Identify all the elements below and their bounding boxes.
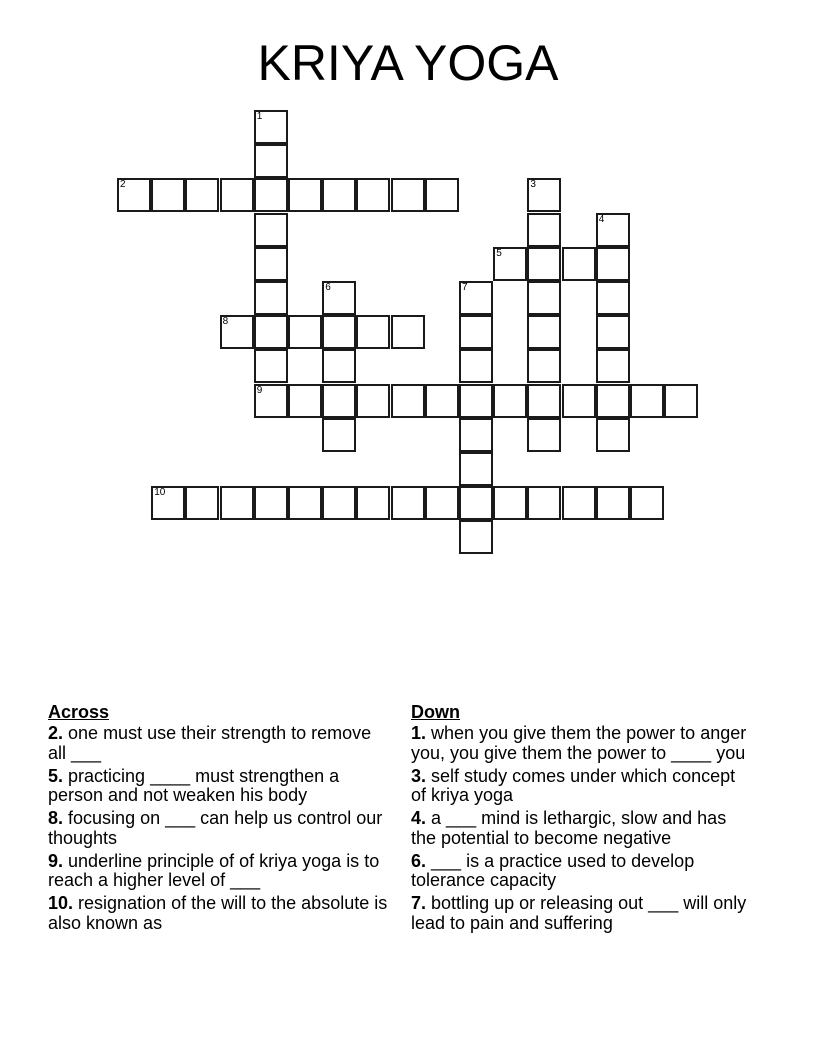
grid-cell[interactable] (391, 178, 425, 212)
grid-cell[interactable] (391, 486, 425, 520)
grid-cell[interactable] (288, 486, 322, 520)
down-clue (411, 809, 751, 848)
grid-cell[interactable] (596, 418, 630, 452)
across-clue (48, 894, 388, 933)
clue-number: 4. (411, 808, 427, 828)
grid-cell[interactable] (596, 486, 630, 520)
grid-cell[interactable] (117, 178, 151, 212)
cell-number: 7 (462, 282, 468, 293)
grid-cell[interactable] (322, 178, 356, 212)
grid-cell[interactable] (254, 178, 288, 212)
grid-cell[interactable] (254, 144, 288, 178)
grid-cell[interactable] (151, 178, 185, 212)
grid-cell[interactable] (527, 486, 561, 520)
cell-number: 3 (530, 179, 536, 191)
clue-number: 1. (411, 723, 427, 743)
grid-cell[interactable] (630, 384, 664, 418)
cell-number: 10 (154, 487, 166, 499)
grid-cell[interactable] (391, 315, 425, 349)
clue-text: practicing ____ must strengthen a person and not weaken his body (48, 765, 340, 805)
grid-cell[interactable] (459, 452, 493, 486)
grid-cell[interactable] (562, 486, 596, 520)
grid-cell[interactable] (185, 178, 219, 212)
grid-cell[interactable] (356, 384, 390, 418)
cell-number: 8 (222, 316, 229, 328)
cell-number: 9 (256, 384, 263, 396)
grid-cell[interactable] (322, 418, 356, 452)
clue-number: 8. (48, 808, 64, 828)
across-clue (48, 767, 388, 806)
across-clue (48, 852, 388, 891)
grid-cell[interactable] (322, 349, 356, 383)
grid-cell[interactable] (356, 315, 390, 349)
grid-cell[interactable] (254, 247, 288, 281)
grid-cell[interactable] (254, 349, 288, 383)
grid-cell[interactable] (527, 213, 561, 247)
grid-cell[interactable] (596, 247, 630, 281)
clue-text: a ___ mind is lethargic, slow and has the potential to become negative (411, 808, 727, 848)
clue-number: 6. (411, 850, 427, 871)
cell-number: 6 (325, 282, 331, 293)
down-heading: Down (411, 702, 460, 722)
across-clue (48, 724, 388, 763)
clue-number: 10. (48, 893, 74, 913)
grid-cell[interactable] (527, 418, 561, 452)
clue-text: resignation of the will to the absolute is also known as (48, 893, 388, 933)
down-clue (411, 894, 751, 933)
grid-cell[interactable] (596, 384, 630, 418)
clue-number: 3. (411, 765, 427, 786)
clue-text: self study comes under which concept of kriya yoga (411, 765, 736, 805)
clue-number: 7. (411, 893, 427, 913)
grid-cell[interactable] (527, 384, 561, 418)
clue-number: 5. (48, 765, 64, 786)
clue-text: focusing on ___ can help us control our thoughts (48, 808, 383, 848)
grid-cell[interactable] (527, 178, 561, 212)
grid-cell[interactable] (288, 384, 322, 418)
grid-cell[interactable] (288, 315, 322, 349)
across-heading: Across (48, 702, 110, 722)
down-clues (411, 700, 751, 937)
grid-cell[interactable] (425, 178, 459, 212)
grid-cell[interactable] (220, 315, 254, 349)
grid-cell[interactable] (527, 349, 561, 383)
cell-number: 4 (598, 213, 605, 225)
grid-cell[interactable] (356, 486, 390, 520)
grid-cell[interactable] (493, 486, 527, 520)
grid-cell[interactable] (527, 281, 561, 315)
grid-cell[interactable] (527, 247, 561, 281)
down-clue (411, 767, 751, 806)
grid-cell[interactable] (322, 315, 356, 349)
clue-text: bottling up or releasing out ___ will only lead to pain and suffering (411, 893, 747, 933)
grid-cell[interactable] (254, 281, 288, 315)
grid-cell[interactable] (288, 178, 322, 212)
grid-cell[interactable] (596, 213, 630, 247)
grid-cell[interactable] (459, 520, 493, 554)
grid-cell[interactable] (459, 384, 493, 418)
grid-cell[interactable] (322, 281, 356, 315)
grid-cell[interactable] (254, 315, 288, 349)
clue-number: 2. (48, 723, 64, 743)
grid-cell[interactable] (562, 384, 596, 418)
clue-text: ___ is a practice used to develop tolerance capacity (411, 850, 695, 890)
clue-text: when you give them the power to anger you, you give them the power to ____ you (411, 723, 747, 763)
grid-cell[interactable] (630, 486, 664, 520)
clue-number: 9. (48, 850, 64, 871)
grid-cell[interactable] (254, 486, 288, 520)
grid-cell[interactable] (254, 110, 288, 144)
page-title: KRIYA YOGA (257, 35, 559, 91)
cell-number: 5 (496, 247, 502, 259)
grid-cell[interactable] (220, 486, 254, 520)
grid-cell[interactable] (527, 315, 561, 349)
grid-cell[interactable] (254, 213, 288, 247)
cell-number: 2 (120, 179, 126, 191)
clue-text: one must use their strength to remove all ___ (48, 723, 372, 763)
grid-cell[interactable] (185, 486, 219, 520)
grid-cell[interactable] (425, 486, 459, 520)
grid-cell[interactable] (493, 247, 527, 281)
grid-cell[interactable] (459, 315, 493, 349)
grid-cell[interactable] (459, 281, 493, 315)
across-clue (48, 809, 388, 848)
cell-number: 1 (256, 111, 263, 122)
grid-cell[interactable] (151, 486, 185, 520)
grid-cell[interactable] (596, 281, 630, 315)
clue-text: underline principle of of kriya yoga is to reach a higher level of ___ (48, 850, 380, 890)
grid-cell[interactable] (220, 178, 254, 212)
grid-cell[interactable] (562, 247, 596, 281)
grid-cell[interactable] (391, 384, 425, 418)
grid-cell[interactable] (425, 384, 459, 418)
grid-cell[interactable] (322, 486, 356, 520)
grid-cell[interactable] (356, 178, 390, 212)
grid-cell[interactable] (322, 384, 356, 418)
grid-cell[interactable] (596, 315, 630, 349)
across-clues (48, 700, 388, 937)
grid-cell[interactable] (459, 349, 493, 383)
grid-cell[interactable] (664, 384, 698, 418)
down-clue (411, 852, 751, 891)
down-clue (411, 724, 751, 763)
grid-cell[interactable] (459, 486, 493, 520)
grid-cell[interactable] (493, 384, 527, 418)
grid-cell[interactable] (596, 349, 630, 383)
grid-cell[interactable] (459, 418, 493, 452)
grid-cell[interactable] (254, 384, 288, 418)
